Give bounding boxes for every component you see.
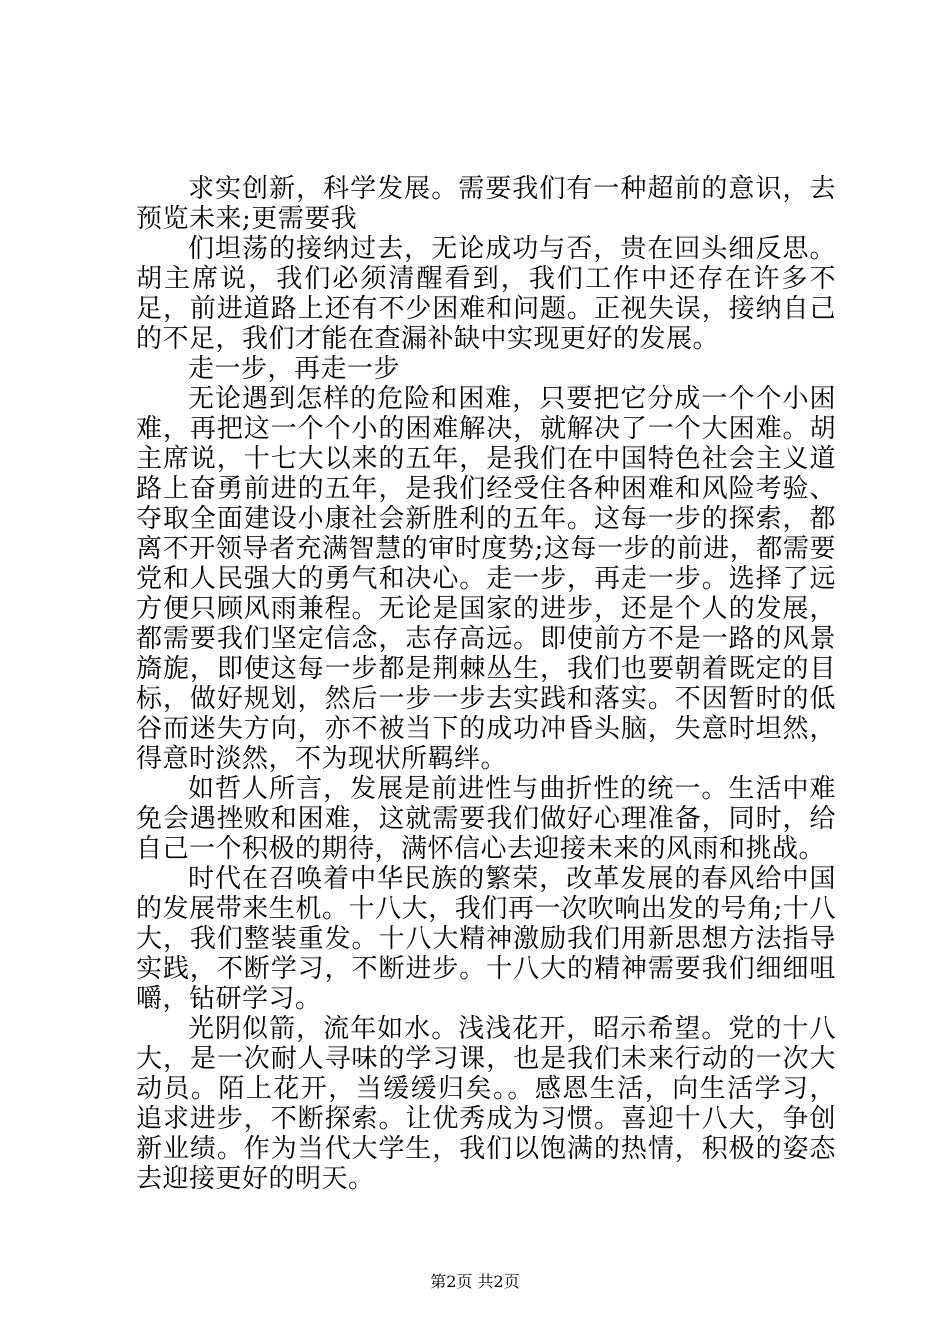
document-body: [136, 174, 836, 1194]
page-footer: 第2页 共2页: [430, 1272, 520, 1291]
paragraph-5: 时代在召唤着中华民族的繁荣，改革发展的春风给中国的发展带来生机。十八大，我们再一次吹响出发的号角;十八大，我们整装重发。十八大精神激励我们用新思想方法指导实践，不断学习，不断进步。十八大的精神需要我们细细咀嚼，钻研学习。: [136, 864, 836, 1014]
section-heading: 走一步，再走一步: [188, 354, 401, 384]
paragraph-1: 求实创新，科学发展。需要我们有一种超前的意识，去预览未来;更需要我: [136, 174, 836, 234]
paragraph-3: 无论遇到怎样的危险和困难，只要把它分成一个个小困难，再把这一个个小的困难解决，就解决了一个大困难。胡主席说，十七大以来的五年，是我们在中国特色社会主义道路上奋勇前进的五年，是我们经受住各种困难和风险考验、夺取全面建设小康社会新胜利的五年。这每一步的探索，都离不开领导者充满智慧的审时度势;这每一步的前进，都需要党和人民强大的勇气和决心。走一步，再走一步。选择了远方便只顾风雨兼程。无论是国家的进步，还是个人的发展，都需要我们坚定信念，志存高远。即使前方不是一路的风景旖旎，即使这每一步都是荆棘丛生，我们也要朝着既定的目标，做好规划，然后一步一步去实践和落实。不因暂时的低谷而迷失方向，亦不被当下的成功冲昏头脑，失意时坦然，得意时淡然，不为现状所羁绊。: [136, 384, 836, 774]
paragraph-4: 如哲人所言，发展是前进性与曲折性的统一。生活中难免会遇挫败和困难，这就需要我们做好心理准备，同时，给自己一个积极的期待，满怀信心去迎接未来的风雨和挑战。: [136, 774, 836, 864]
paragraph-2: 们坦荡的接纳过去，无论成功与否，贵在回头细反思。胡主席说，我们必须清醒看到，我们工作中还存在许多不足，前进道路上还有不少困难和问题。正视失误，接纳自己的不足，我们才能在查漏补缺中实现更好的发展。: [136, 234, 836, 354]
paragraph-6: 光阴似箭，流年如水。浅浅花开，昭示希望。党的十八大，是一次耐人寻味的学习课，也是我们未来行动的一次大动员。陌上花开，当缓缓归矣。。感恩生活，向生活学习，追求进步，不断探索。让优秀成为习惯。喜迎十八大，争创新业绩。作为当代大学生，我们以饱满的热情，积极的姿态去迎接更好的明天。: [136, 1014, 836, 1194]
